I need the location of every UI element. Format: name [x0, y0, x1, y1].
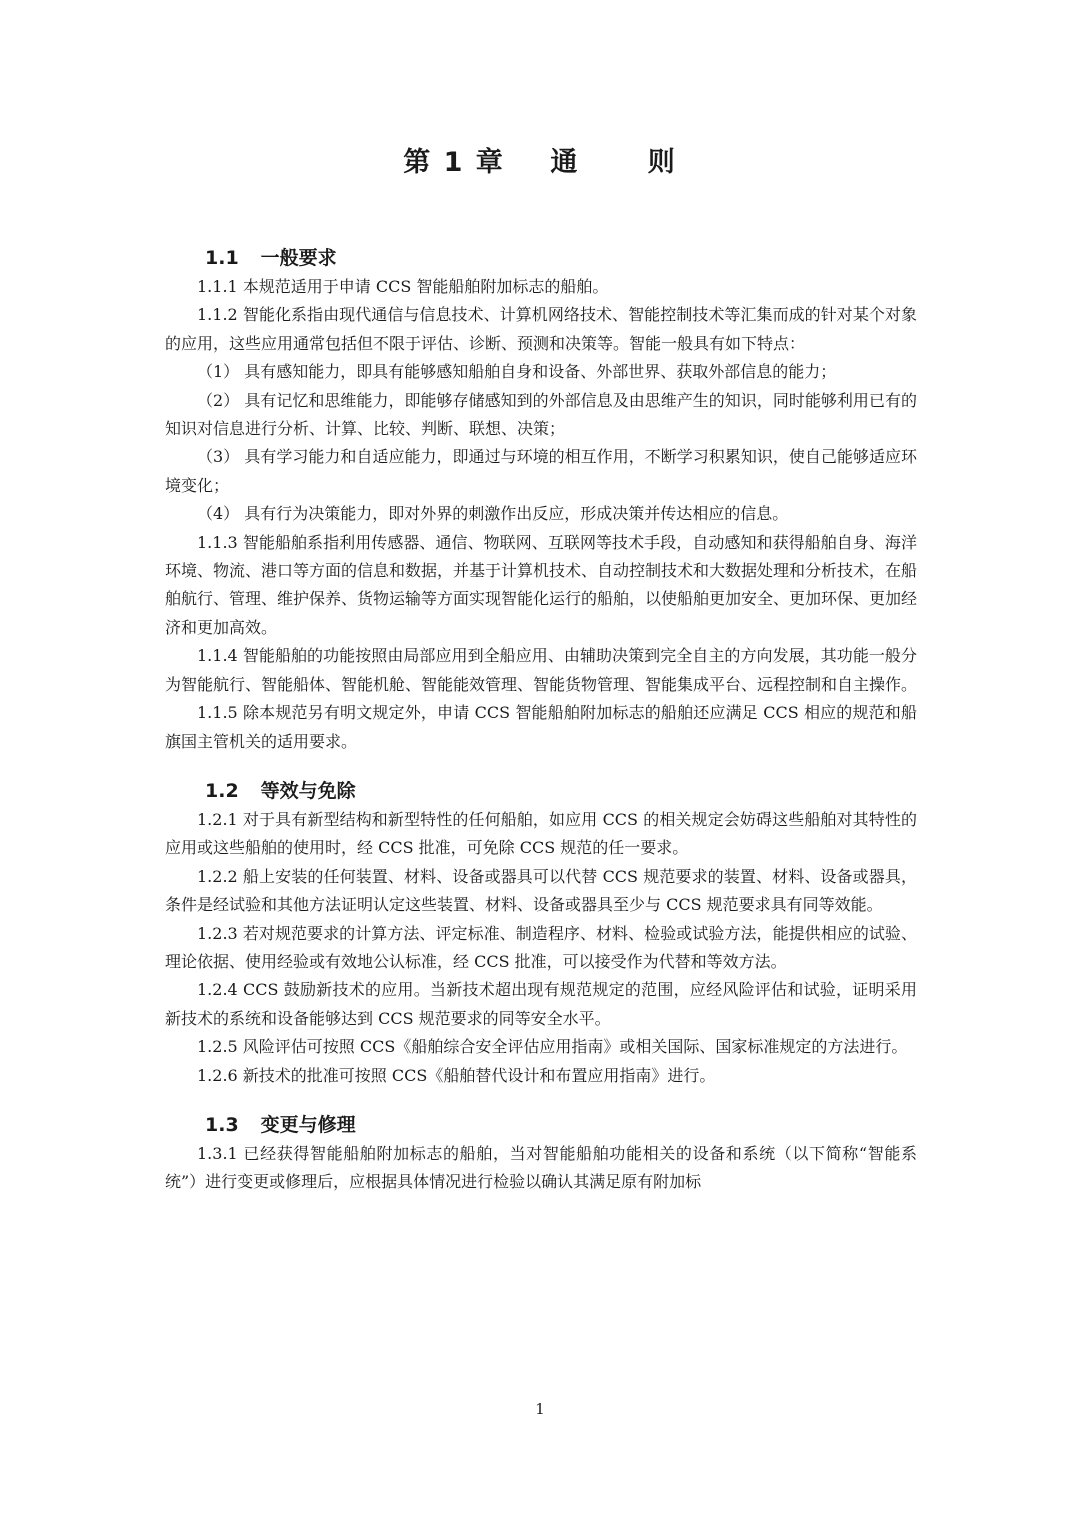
section-number: 1.3 — [205, 1113, 239, 1136]
section-heading-1-3 — [165, 1110, 917, 1140]
clause-1-1-3: 1.1.3 智能船舶系指利用传感器、通信、物联网、互联网等技术手段，自动感知和获得船舶自身、海洋环境、物流、港口等方面的信息和数据，并基于计算机技术、自动控制技术和大数据处理和分析技术，在船舶航行、管理、维护保养、货物运输等方面实现智能化运行的船舶，以使船舶更加安全、更加环保、更加经济和更加高效。 — [165, 532, 918, 637]
clause-1-1-2: 1.1.2 智能化系指由现代通信与信息技术、计算机网络技术、智能控制技术等汇集而成的针对某个对象的应用，这些应用通常包括但不限于评估、诊断、预测和决策等。智能一般具有如下特点： — [165, 305, 917, 353]
list-item-2: （2） 具有记忆和思维能力，即能够存储感知到的外部信息及由思维产生的知识，同时能够利用已有的知识对信息进行分析、计算、比较、判断、联想、决策； — [165, 390, 917, 439]
document-body — [165, 243, 917, 1197]
clause-1-2-4: 1.2.4 CCS 鼓励新技术的应用。当新技术超出现有规范规定的范围，应经风险评估和试验，证明采用新技术的系统和设备能够达到 CCS 规范要求的同等安全水平。 — [165, 980, 917, 1028]
section-title: 变更与修理 — [260, 1113, 356, 1136]
page-number: 1 — [535, 1400, 545, 1418]
section-number: 1.2 — [205, 779, 239, 802]
clause-1-1-4: 1.1.4 智能船舶的功能按照由局部应用到全船应用、由辅助决策到完全自主的方向发展，其功能一般分为智能航行、智能船体、智能机舱、智能能效管理、智能货物管理、智能集成平台、远程控制和自主操作。 — [165, 646, 918, 694]
clause-1-3-1: 1.3.1 已经获得智能船舶附加标志的船舶，当对智能船舶功能相关的设备和系统（以下简称“智能系统”）进行变更或修理后，应根据具体情况进行检验以确认其满足原有附加标 — [165, 1143, 917, 1192]
list-item-4: （4） 具有行为决策能力，即对外界的刺激作出反应，形成决策并传达相应的信息。 — [197, 504, 789, 524]
clause-1-2-3: 1.2.3 若对规范要求的计算方法、评定标准、制造程序、材料、检验或试验方法，能提供相应的试验、理论依据、使用经验或有效地公认标准，经 CCS 批准，可以接受作为代替和等效方法。 — [165, 923, 917, 971]
section-number: 1.1 — [205, 247, 239, 269]
section-title: 一般要求 — [260, 247, 337, 269]
clause-1-1-1: 1.1.1 本规范适用于申请 CCS 智能船舶附加标志的船舶。 — [197, 277, 609, 296]
section-heading-1-2 — [165, 776, 917, 806]
section-title: 等效与免除 — [260, 779, 356, 802]
clause-1-2-6: 1.2.6 新技术的批准可按照 CCS《船舶替代设计和布置应用指南》进行。 — [197, 1065, 716, 1085]
chapter-title: 第 1 章 通 则 — [403, 147, 677, 178]
clause-1-1-5: 1.1.5 除本规范另有明文规定外，申请 CCS 智能船舶附加标志的船舶还应满足 CCS 相应的规范和船旗国主管机关的适用要求。 — [165, 703, 917, 751]
clause-1-2-5: 1.2.5 风险评估可按照 CCS《船舶综合安全评估应用指南》或相关国际、国家标准规定的方法进行。 — [197, 1037, 908, 1057]
list-item-3: （3） 具有学习能力和自适应能力，即通过与环境的相互作用，不断学习积累知识，使自己能够适应环境变化； — [165, 447, 917, 495]
clause-1-2-2: 1.2.2 船上安装的任何装置、材料、设备或器具可以代替 CCS 规范要求的装置、材料、设备或器具，条件是经试验和其他方法证明认定这些装置、材料、设备或器具至少与 CCS 规范要求具有同等效能。 — [165, 866, 917, 915]
section-heading-1-1 — [165, 243, 917, 273]
list-item-1: （1） 具有感知能力，即具有能够感知船舶自身和设备、外部世界、获取外部信息的能力； — [197, 362, 837, 382]
clause-1-2-1: 1.2.1 对于具有新型结构和新型特性的任何船舶，如应用 CCS 的相关规定会妨碍这些船舶对其特性的应用或这些船舶的使用时，经 CCS 批准，可免除 CCS 规范的任一要求。 — [165, 809, 917, 858]
